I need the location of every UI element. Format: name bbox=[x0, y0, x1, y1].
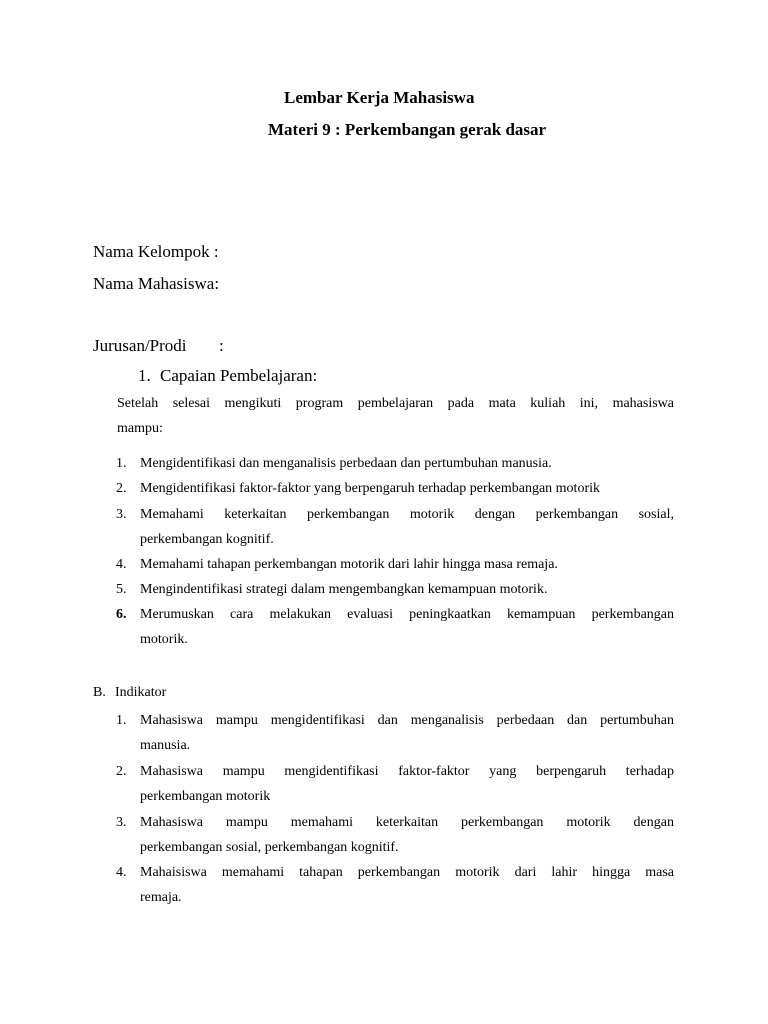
list-item-number: 4. bbox=[116, 865, 127, 880]
list-item-continuation: perkembangan motorik bbox=[140, 789, 271, 804]
section-label: Capaian Pembelajaran: bbox=[160, 366, 318, 385]
field-jurusan-colon: : bbox=[219, 336, 224, 355]
section-number: 1. bbox=[138, 366, 151, 385]
list-item: Memahami keterkaitan perkembangan motorik dengan perkembangan sosial, bbox=[140, 507, 674, 522]
list-item-number: 6. bbox=[116, 607, 127, 622]
field-jurusan-prodi bbox=[93, 336, 224, 356]
list-item-number: 4. bbox=[116, 557, 127, 572]
field-nama-kelompok: Nama Kelompok : bbox=[93, 242, 219, 261]
list-item-number: 5. bbox=[116, 582, 127, 597]
list-item: Mahasiswa mampu mengidentifikasi faktor-faktor yang berpengaruh terhadap bbox=[140, 764, 674, 779]
list-item-number: 2. bbox=[116, 481, 127, 496]
list-item: Mahasiswa mampu memahami keterkaitan perkembangan motorik dengan bbox=[140, 815, 674, 830]
list-item: Mahaisiswa memahami tahapan perkembangan motorik dari lahir hingga masa bbox=[140, 865, 674, 880]
list-item-number: 1. bbox=[116, 456, 127, 471]
list-item: Mengidentifikasi faktor-faktor yang berpengaruh terhadap perkembangan motorik bbox=[140, 481, 600, 496]
list-item-number: 2. bbox=[116, 764, 127, 779]
section-b-label: Indikator bbox=[115, 685, 167, 700]
list-item: Mahasiswa mampu mengidentifikasi dan menganalisis perbedaan dan pertumbuhan bbox=[140, 713, 674, 728]
document-title: Lembar Kerja Mahasiswa bbox=[284, 88, 475, 107]
list-item: Mengindentifikasi strategi dalam mengembangkan kemampuan motorik. bbox=[140, 582, 548, 597]
list-item: Memahami tahapan perkembangan motorik dari lahir hingga masa remaja. bbox=[140, 557, 558, 572]
list-item-continuation: manusia. bbox=[140, 738, 191, 753]
field-jurusan-label: Jurusan/Prodi bbox=[93, 336, 187, 355]
list-item-continuation: perkembangan sosial, perkembangan kognitif. bbox=[140, 840, 399, 855]
field-nama-mahasiswa: Nama Mahasiswa: bbox=[93, 274, 220, 293]
intro-paragraph-line1: Setelah selesai mengikuti program pembelajaran pada mata kuliah ini, mahasiswa bbox=[117, 396, 674, 411]
list-item: Merumuskan cara melakukan evaluasi peningkaatkan kemampuan perkembangan bbox=[140, 607, 674, 622]
list-item-continuation: remaja. bbox=[140, 890, 182, 905]
list-item-number: 3. bbox=[116, 507, 127, 522]
list-item-continuation: perkembangan kognitif. bbox=[140, 532, 274, 547]
list-item: Mengidentifikasi dan menganalisis perbedaan dan pertumbuhan manusia. bbox=[140, 456, 552, 471]
document-subtitle: Materi 9 : Perkembangan gerak dasar bbox=[268, 120, 547, 139]
intro-paragraph-line2: mampu: bbox=[117, 421, 163, 436]
list-item-number: 1. bbox=[116, 713, 127, 728]
list-item-number: 3. bbox=[116, 815, 127, 830]
list-item-continuation: motorik. bbox=[140, 632, 188, 647]
section-b-letter: B. bbox=[93, 685, 106, 700]
